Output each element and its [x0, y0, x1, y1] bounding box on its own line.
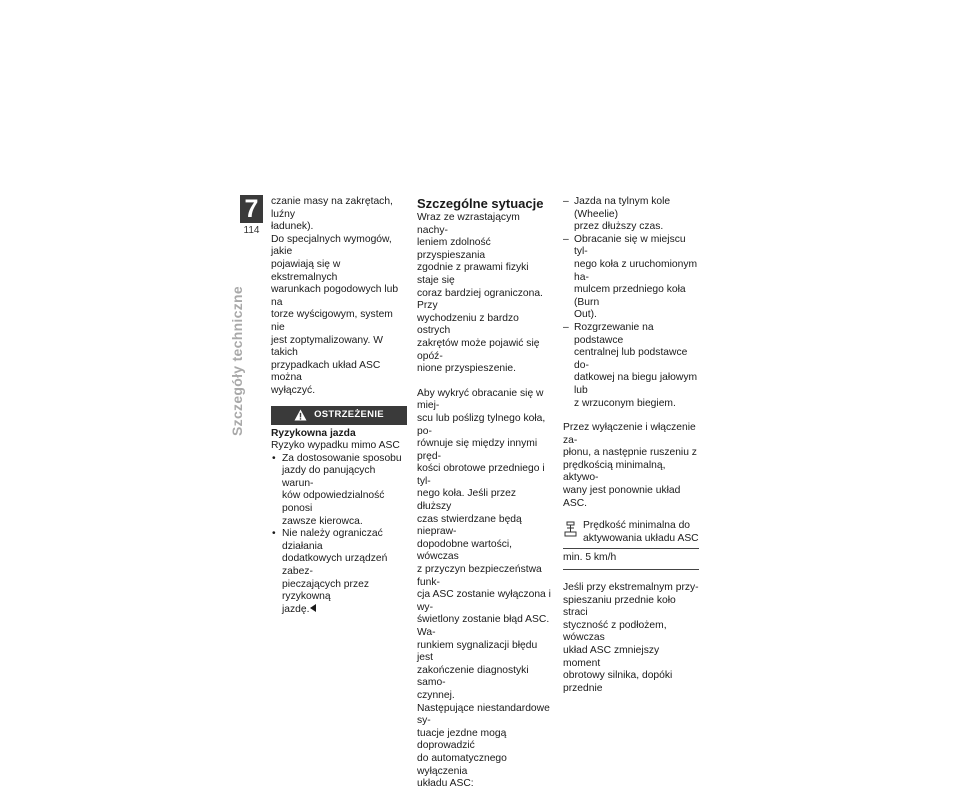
spec-divider [563, 569, 699, 570]
column-2 [417, 196, 553, 791]
end-of-section-icon [310, 604, 316, 612]
chapter-number: 7 [240, 195, 263, 223]
paragraph-acceleration: Wraz ze wzrastającym nachy- leniem zdolność przyspieszania zgodnie z prawami fizyki staje się coraz bardziej ograniczona. Przy wychodzeniu z bardzo ostrych zakrętów może pojawić się opóź- nione przyspieszenie. [417, 212, 543, 375]
risk-text: Ryzyko wypadku mimo ASC [271, 440, 400, 452]
motorcycle-stand-icon [563, 520, 583, 543]
paragraph-situations: Następujące niestandardowe sy- tuacje jezdne mogą doprowadzić do automatycznego wyłączenia układu ASC: [417, 702, 550, 790]
spec-label: Prędkość minimalna do aktywowania układu ASC [583, 520, 699, 544]
paragraph-reactivation: Przez wyłączenie i włączenie za- płonu, a następnie ruszeniu z prędkością minimalną, aktywo- wany jest ponownie układ ASC. [563, 422, 697, 509]
paragraph-load: czanie masy na zakrętach, luźny ładunek). [271, 196, 393, 233]
spec-header [563, 520, 699, 548]
column-3 [563, 196, 699, 695]
spec-table [563, 520, 699, 570]
paragraph-detection: Aby wykryć obracanie się w miej- scu lub poślizg tylnego koła, po- równuje się między innymi pręd- kości obrotowe przedniego i tyl- nego koła. Jeśli przez dłuższy czas stwierdzane będą niepraw- dopodobne wartości, wówczas z przyczyn bezpieczeństwa funk- cja ASC zostanie wyłączona i wy- świetlony zostanie błąd ASC. Wa- runkiem sygnalizacji błędu jest zakończenie diagnostyki samo- czynnej. [417, 387, 551, 701]
warning-triangle-icon [294, 409, 307, 421]
chapter-title-vertical: Szczegóły techniczne [229, 286, 245, 436]
bullet-item: • Nie należy ograniczać działania dodatkowych urządzeń zabez- pieczających przez ryzykowną jazdę. [271, 528, 407, 616]
dash-item: – Jazda na tylnym kole (Wheelie) przez dłuższy czas. [563, 196, 699, 234]
dash-item: – Obracanie się w miejscu tyl- nego koła z uruchomionym ha- mulcem przedniego koła (Burn Out). [563, 234, 699, 322]
column-1 [271, 196, 407, 616]
page-number: 114 [243, 225, 260, 236]
section-title: Szczególne sytuacje [417, 196, 544, 211]
warning-label: OSTRZEŻENIE [314, 408, 384, 420]
dash-item: – Rozgrzewanie na podstawce centralnej lub podstawce do- datkowej na biegu jałowym lub z wrzuconym biegiem. [563, 322, 699, 410]
risk-title: Ryzykowna jazda [271, 427, 356, 439]
warning-banner [271, 406, 407, 425]
bullet-item: • Za dostosowanie sposobu jazdy do panujących warun- ków odpowiedzialność ponosi zawsze kierowca. [271, 453, 407, 529]
paragraph-special-requirements: Do specjalnych wymogów, jakie pojawiają się w ekstremalnych warunkach pogodowych lub na torze wyścigowym, system nie jest zoptymalizowany. W takich przypadkach układ ASC można wyłączyć. [271, 233, 399, 396]
spec-value: min. 5 km/h [563, 552, 617, 564]
paragraph-front-wheel: Jeśli przy ekstremalnym przy- spieszaniu przednie koło straci styczność z podłożem, wówczas układ ASC zmniejszy moment obrotowy silnika, dopóki przednie [563, 582, 699, 694]
